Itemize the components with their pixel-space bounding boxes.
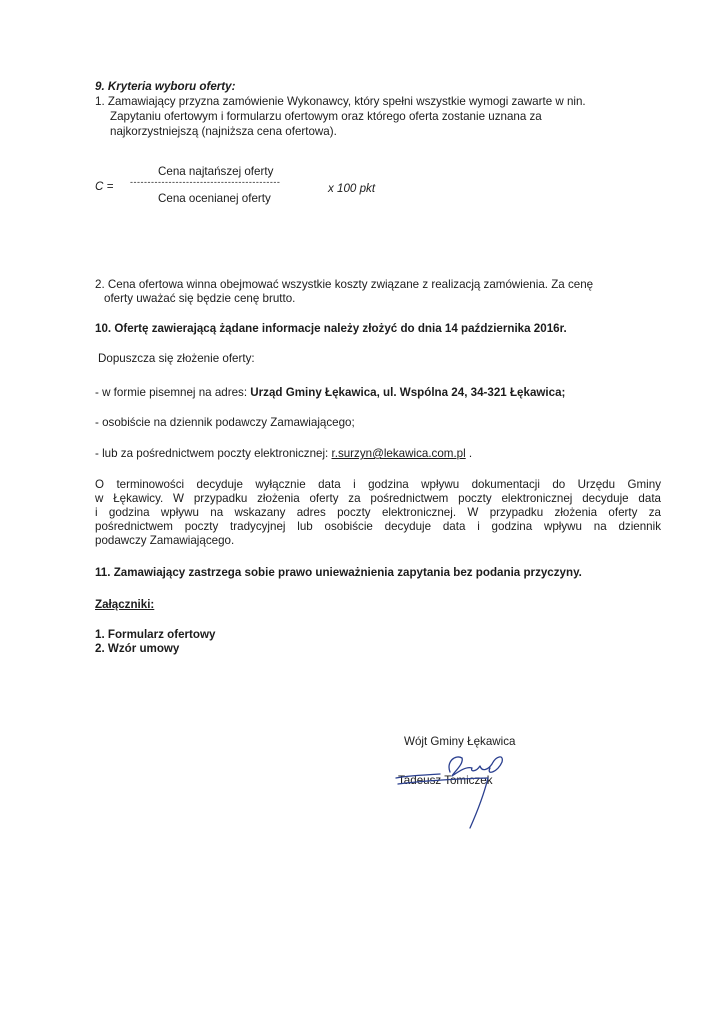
formula-fraction-line: ------------------------------------------- xyxy=(130,177,281,187)
office-address: Urząd Gminy Łękawica, ul. Wspólna 24, 34-321 Łękawica; xyxy=(250,386,566,399)
section-9-heading: 9. Kryteria wyboru oferty: xyxy=(95,80,236,93)
attachment-item-2: 2. Wzór umowy xyxy=(95,642,180,655)
section-9-point-1-line-2: Zapytaniu ofertowym i formularzu ofertowym oraz którego oferta zostanie uznana za xyxy=(110,110,542,123)
section-9-point-2-line-2: oferty uważać się będzie cenę brutto. xyxy=(104,292,296,305)
delivery-option-email-suffix: . xyxy=(465,447,473,460)
delivery-option-in-person: - osobiście na dziennik podawczy Zamawiającego; xyxy=(95,416,355,429)
attachments-heading: Załączniki: xyxy=(95,598,155,611)
formula-lhs: C = xyxy=(95,180,114,193)
timeliness-paragraph-line-1: O terminowości decyduje wyłącznie data i godzina wpływu dokumentacji do Urzędu Gminy xyxy=(95,478,661,491)
email-link[interactable]: r.surzyn@lekawica.com.pl xyxy=(331,447,466,460)
signatory-title: Wójt Gminy Łękawica xyxy=(404,735,516,748)
formula-multiplier: x 100 pkt xyxy=(328,182,376,195)
section-10-intro: Dopuszcza się złożenie oferty: xyxy=(98,352,255,365)
formula-denominator: Cena ocenianej oferty xyxy=(158,192,271,205)
signatory-name: Tadeusz Tomiczek xyxy=(398,774,493,787)
delivery-option-email-label: - lub za pośrednictwem poczty elektronicznej: xyxy=(95,447,332,460)
section-11-heading: 11. Zamawiający zastrzega sobie prawo unieważnienia zapytania bez podania przyczyny. xyxy=(95,566,582,579)
timeliness-paragraph-line-4: pośrednictwem poczty tradycyjnej lub osobiście decyduje data i godzina wpływu na dziennik xyxy=(95,520,661,533)
section-9-point-1-line-1: 1. Zamawiający przyzna zamówienie Wykonawcy, który spełni wszystkie wymogi zawarte w nin. xyxy=(95,95,586,108)
attachment-item-1: 1. Formularz ofertowy xyxy=(95,628,216,641)
section-10-heading: 10. Ofertę zawierającą żądane informacje należy złożyć do dnia 14 października 2016r. xyxy=(95,322,567,335)
section-9-point-1-line-3: najkorzystniejszą (najniższa cena ofertowa). xyxy=(110,125,337,138)
delivery-option-written-label: - w formie pisemnej na adres: xyxy=(95,386,251,399)
formula-numerator: Cena najtańszej oferty xyxy=(158,165,274,178)
timeliness-paragraph-line-2: w Łękawicy. W przypadku złożenia oferty za pośrednictwem poczty elektronicznej decyduje data xyxy=(95,492,661,505)
section-9-point-2-line-1: 2. Cena ofertowa winna obejmować wszystkie koszty związane z realizacją zamówienia. Za cenę xyxy=(95,278,594,291)
timeliness-paragraph-line-3: i godzina wpływu na wskazany adres poczty elektronicznej. W przypadku złożenia oferty za xyxy=(95,506,661,519)
delivery-option-written xyxy=(95,386,565,400)
delivery-option-email xyxy=(95,447,472,461)
handwritten-signature xyxy=(392,748,532,838)
timeliness-paragraph-line-5: podawczy Zamawiającego. xyxy=(95,534,235,547)
